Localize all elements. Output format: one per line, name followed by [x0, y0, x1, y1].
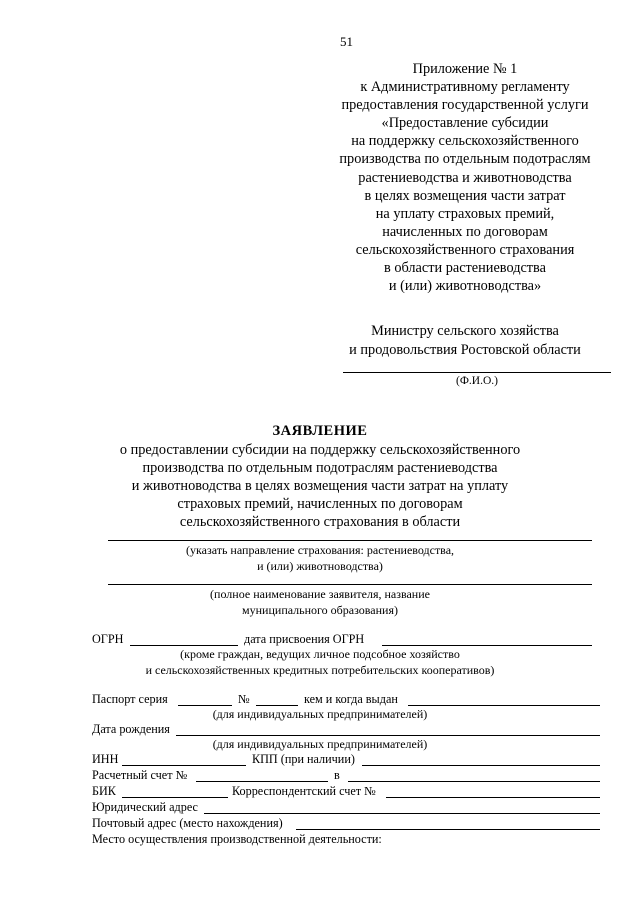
birth-input[interactable]	[176, 735, 600, 736]
bik-label: БИК	[92, 784, 116, 798]
account-label: Расчетный счет №	[92, 768, 188, 782]
ogrn-row	[92, 632, 600, 648]
addressee-line: Министру сельского хозяйства	[371, 323, 559, 339]
activity-place-label: Место осуществления производственной деятельности:	[92, 832, 382, 846]
birth-label: Дата рождения	[92, 722, 170, 736]
ogrn-date-label: дата присвоения ОГРН	[244, 632, 365, 646]
ogrn-label: ОГРН	[92, 632, 124, 646]
appendix-line: сельскохозяйственного страхования	[355, 241, 575, 258]
note-line: (для индивидуальных предпринимателей)	[212, 737, 428, 751]
activity-place-row	[92, 832, 600, 848]
appendix-header	[330, 60, 600, 295]
note-line: (для индивидуальных предпринимателей)	[212, 707, 428, 721]
kpp-label: КПП (при наличии)	[252, 752, 355, 766]
birth-row	[92, 722, 600, 738]
bank-in-label: в	[334, 768, 340, 782]
subtitle-line: страховых премий, начисленных по договорам	[177, 496, 463, 513]
postal-address-input[interactable]	[296, 829, 600, 830]
account-row	[92, 768, 600, 784]
addressee-line: и продовольствия Ростовской области	[349, 341, 581, 358]
corr-account-label: Корреспондентский счет №	[232, 784, 376, 798]
appendix-line: предоставления государственной услуги	[341, 97, 589, 114]
passport-series-label: Паспорт серия	[92, 692, 168, 706]
ogrn-date-input[interactable]	[382, 645, 592, 646]
applicant-name-note	[120, 587, 520, 618]
appendix-line: начисленных по договорам	[382, 223, 548, 240]
fio-field-line[interactable]	[343, 372, 611, 373]
direction-field-line[interactable]	[108, 540, 592, 541]
inn-input[interactable]	[122, 765, 246, 766]
note-line: муниципального образования)	[242, 602, 398, 617]
inn-label: ИНН	[92, 752, 119, 766]
postal-address-label: Почтовый адрес (место нахождения)	[92, 816, 283, 830]
passport-series-input[interactable]	[178, 705, 232, 706]
appendix-line: растениеводства и животноводства	[358, 169, 572, 186]
appendix-line: на уплату страховых премий,	[375, 205, 555, 222]
bik-row	[92, 784, 600, 800]
note-line: (кроме граждан, ведущих личное подсобное хозяйство	[180, 647, 460, 661]
ogrn-note	[70, 647, 570, 678]
legal-address-input[interactable]	[204, 813, 600, 814]
subtitle-line: сельскохозяйственного страхования в области	[179, 514, 461, 531]
corr-account-input[interactable]	[386, 797, 600, 798]
appendix-line: Приложение № 1	[412, 61, 518, 77]
appendix-line: в целях возмещения части затрат	[364, 187, 566, 204]
applicant-name-field-line[interactable]	[108, 584, 592, 585]
passport-row	[92, 692, 600, 708]
legal-address-row	[92, 800, 600, 816]
appendix-line: и (или) животноводства»	[388, 278, 542, 295]
statement-subtitle	[60, 441, 580, 531]
passport-number-input[interactable]	[256, 705, 298, 706]
subtitle-line: о предоставлении субсидии на поддержку сельскохозяйственного	[119, 442, 521, 458]
addressee-block	[330, 322, 600, 359]
legal-address-label: Юридический адрес	[92, 800, 198, 814]
account-input[interactable]	[196, 781, 328, 782]
appendix-line: на поддержку сельскохозяйственного	[351, 133, 579, 150]
appendix-line: «Предоставление субсидии	[381, 115, 549, 132]
ogrn-input[interactable]	[130, 645, 238, 646]
postal-address-row	[92, 816, 600, 832]
note-line: (полное наименование заявителя, название	[210, 587, 430, 601]
statement-title: ЗАЯВЛЕНИЕ	[272, 423, 368, 439]
passport-issued-label: кем и когда выдан	[304, 692, 398, 706]
birth-note	[120, 737, 520, 753]
passport-note	[120, 707, 520, 723]
kpp-input[interactable]	[362, 765, 600, 766]
bank-input[interactable]	[348, 781, 600, 782]
appendix-line: производства по отдельным подотраслям	[339, 151, 591, 168]
appendix-line: к Административному регламенту	[360, 79, 570, 96]
passport-issued-input[interactable]	[408, 705, 600, 706]
note-line: и (или) животноводства)	[257, 558, 383, 573]
subtitle-line: и животноводства в целях возмещения части затрат на уплату	[131, 478, 509, 495]
page-number: 51	[340, 34, 353, 49]
inn-row	[92, 752, 600, 768]
fio-label: (Ф.И.О.)	[456, 375, 498, 387]
note-line: и сельскохозяйственных кредитных потребительских кооперативов)	[145, 662, 495, 677]
note-line: (указать направление страхования: растениеводства,	[185, 543, 455, 557]
subtitle-line: производства по отдельным подотраслям растениеводства	[142, 460, 498, 477]
appendix-line: в области растениеводства	[384, 260, 546, 277]
direction-note	[120, 543, 520, 574]
passport-number-label: №	[238, 692, 250, 706]
bik-input[interactable]	[122, 797, 228, 798]
